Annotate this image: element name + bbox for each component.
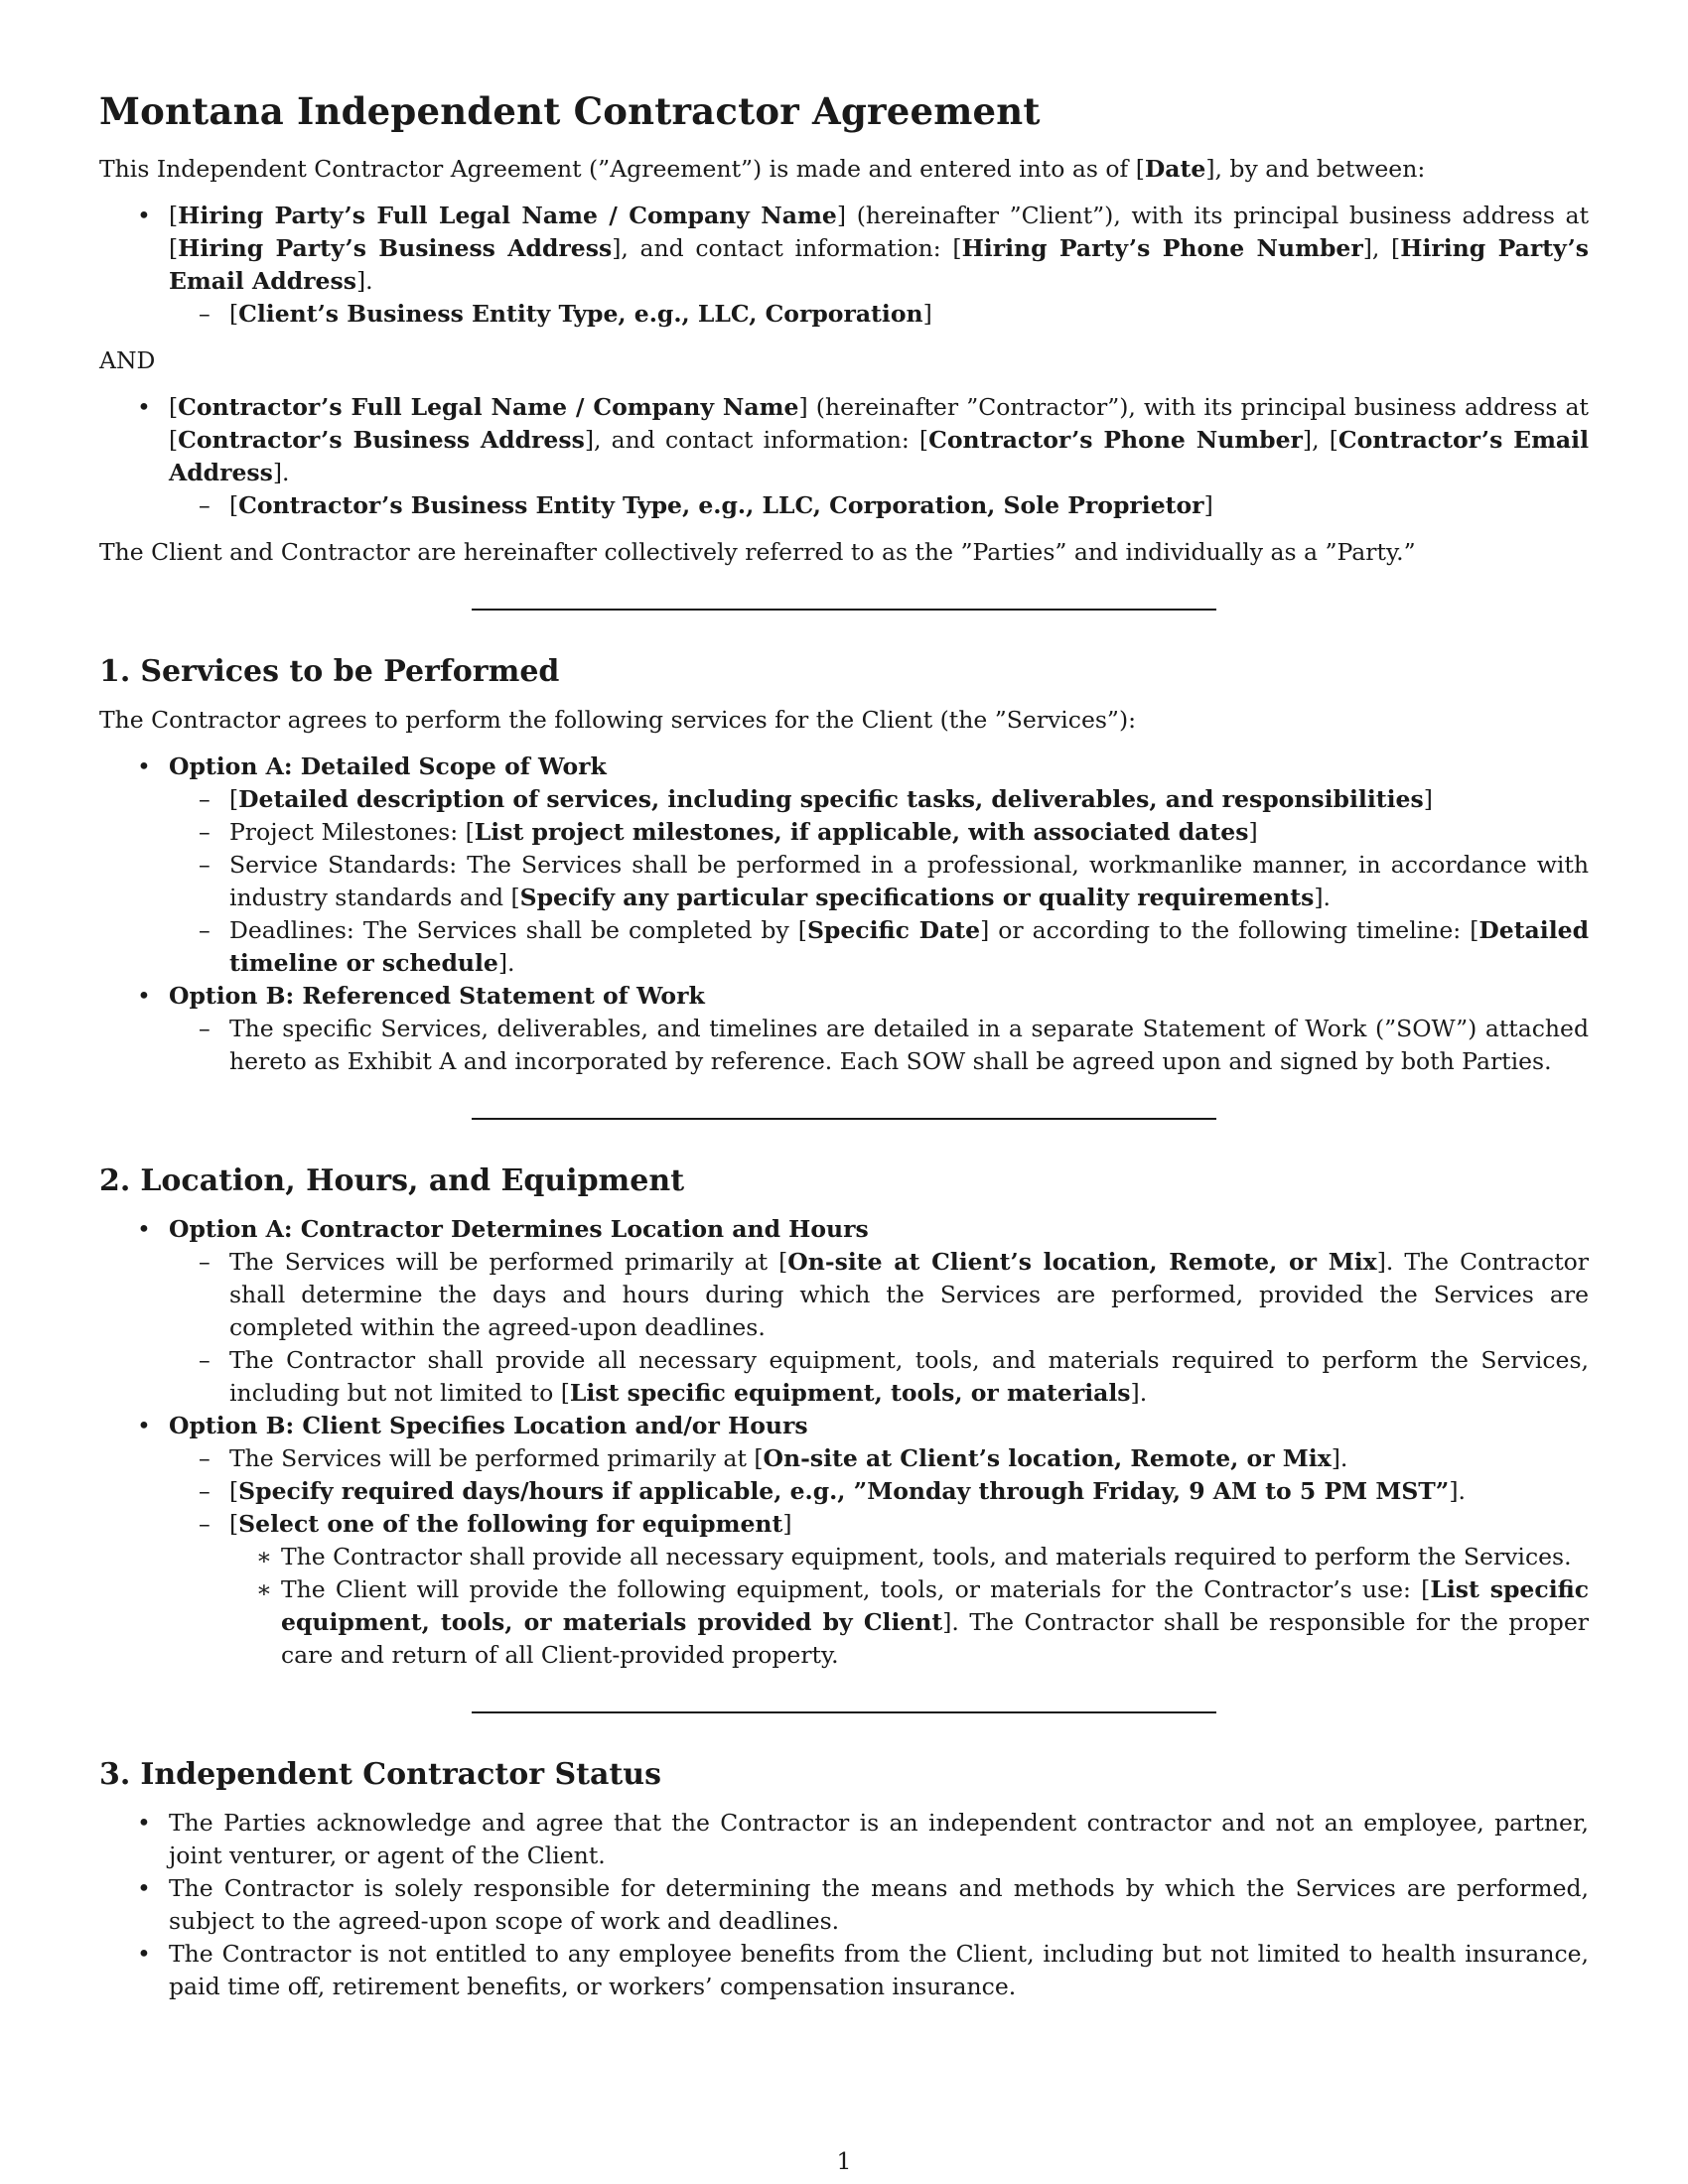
list-item: – The specific Services, deliverables, and timelines are detailed in a separate Statement of Work (”SOW”) attached hereto as Exhibit A and incorporated by reference. Each SOW shall be agreed upon and signed by both Parties. bbox=[169, 1013, 1589, 1078]
contractor-address-placeholder: Contractor’s Business Address bbox=[178, 426, 585, 454]
option-b-sublist bbox=[169, 1442, 1589, 1672]
date-placeholder: Date bbox=[1144, 155, 1206, 183]
section-1-intro: The Contractor agrees to perform the following services for the Client (the ”Services”): bbox=[99, 706, 1137, 734]
document-page bbox=[99, 87, 1589, 2003]
option-a-item: • Option A: Detailed Scope of Work – [Detailed description of services, including specific tasks, deliverables, and responsibilities] – Project Milestones: [List project milestones, if applicable, with associated dates] – Service Standards: The Services shall be performed in a professional, workmanlike manner, in accordance with industry standards and [Specify any particular specifications or quality requirements]. – Deadlines: The Services shall be completed by [Specific Date] or according to the following timeline: [Detailed timeline or schedule]. bbox=[99, 751, 1589, 980]
list-item: ∗ The Client will provide the following equipment, tools, or materials for the Contractor’s use: [List specific equipment, tools, or materials provided by Client]. The Contractor shall be responsible for the proper care and return of all Client-provided property. bbox=[229, 1573, 1589, 1672]
client-sublist bbox=[169, 298, 1589, 331]
list-item: – Deadlines: The Services shall be completed by [Specific Date] or according to the following timeline: [Detailed timeline or schedule]. bbox=[169, 914, 1589, 980]
list-item: – Service Standards: The Services shall be performed in a professional, workmanlike manner, in accordance with industry standards and [Specify any particular specifications or quality requirements]. bbox=[169, 849, 1589, 914]
list-item: • The Parties acknowledge and agree that the Contractor is an independent contractor and not an employee, partner, joint venturer, or agent of the Client. bbox=[99, 1807, 1589, 1872]
section-divider bbox=[472, 1118, 1216, 1120]
client-phone-placeholder: Hiring Party’s Phone Number bbox=[961, 234, 1363, 262]
client-item: • [Hiring Party’s Full Legal Name / Company Name] (hereinafter ”Client”), with its principal business address at [Hiring Party’s Business Address], and contact information: [Hiring Party’s Phone Number], [Hiring Party’s Email Address]. – [Client’s Business Entity Type, e.g., LLC, Corporation] bbox=[99, 200, 1589, 331]
page-number: 1 bbox=[836, 2147, 852, 2175]
intro-paragraph: This Independent Contractor Agreement (”Agreement”) is made and entered into as of [Date], by and between: bbox=[99, 155, 1426, 183]
client-address-placeholder: Hiring Party’s Business Address bbox=[178, 234, 613, 262]
list-item: – [Specify required days/hours if applicable, e.g., ”Monday through Friday, 9 AM to 5 PM MST”]. bbox=[169, 1475, 1589, 1508]
client-email-placeholder: Hiring Party’s Email Address bbox=[169, 234, 1589, 295]
document-title: Montana Independent Contractor Agreement bbox=[99, 89, 1041, 133]
contractor-item: • [Contractor’s Full Legal Name / Company Name] (hereinafter ”Contractor”), with its principal business address at [Contractor’s Business Address], and contact information: [Contractor’s Phone Number], [Contractor’s Email Address]. – [Contractor’s Business Entity Type, e.g., LLC, Corporation, Sole Proprietor] bbox=[99, 391, 1589, 522]
section-2-list bbox=[99, 1213, 1589, 1672]
contractor-list bbox=[99, 391, 1589, 522]
list-item: • The Contractor is solely responsible for determining the means and methods by which the Services are performed, subject to the agreed-upon scope of work and deadlines. bbox=[99, 1872, 1589, 1938]
contractor-entity-item: – [Contractor’s Business Entity Type, e.g., LLC, Corporation, Sole Proprietor] bbox=[169, 489, 1589, 522]
list-item: – The Contractor shall provide all necessary equipment, tools, and materials required to perform the Services, including but not limited to [List specific equipment, tools, or materials]. bbox=[169, 1344, 1589, 1410]
list-item: • The Contractor is not entitled to any employee benefits from the Client, including but not limited to health insurance, paid time off, retirement benefits, or workers’ compensation insurance. bbox=[99, 1938, 1589, 2003]
list-item: ∗ The Contractor shall provide all necessary equipment, tools, and materials required to perform the Services. bbox=[229, 1541, 1589, 1573]
section-1-heading: 1. Services to be Performed bbox=[99, 654, 560, 689]
list-item: – [Detailed description of services, including specific tasks, deliverables, and responsibilities] bbox=[169, 783, 1589, 816]
parties-note: The Client and Contractor are hereinafter collectively referred to as the ”Parties” and individually as a ”Party.” bbox=[99, 538, 1416, 566]
client-name-placeholder: Hiring Party’s Full Legal Name / Company Name bbox=[178, 202, 837, 229]
contractor-email-placeholder: Contractor’s Email Address bbox=[169, 426, 1590, 486]
list-item: – Project Milestones: [List project milestones, if applicable, with associated dates] bbox=[169, 816, 1589, 849]
option-a-sublist bbox=[169, 783, 1589, 980]
client-list bbox=[99, 200, 1589, 331]
section-divider bbox=[472, 609, 1216, 611]
option-b-item: • Option B: Client Specifies Location and/or Hours – The Services will be performed primarily at [On-site at Client’s location, Remote, or Mix]. – [Specify required days/hours if applicable, e.g., ”Monday through Friday, 9 AM to 5 PM MST”]. – [Select one of the following for equipment] ∗ The Contractor shall provide all necessary equipment, tools, and materials required to perform the Services. ∗ The Client will provide the following equipment, tools, or materials for the Contractor’s use: [List specific equipment, tools, or materials provided by Client]. The Contractor shall be responsible for the proper care and return of all Client-provided property. bbox=[99, 1410, 1589, 1672]
section-3-list bbox=[99, 1807, 1589, 2003]
contractor-name-placeholder: Contractor’s Full Legal Name / Company Name bbox=[178, 393, 799, 421]
and-label: AND bbox=[99, 346, 156, 374]
section-1-list bbox=[99, 751, 1589, 1078]
option-b-sublist bbox=[169, 1013, 1589, 1078]
contractor-phone-placeholder: Contractor’s Phone Number bbox=[928, 426, 1303, 454]
equipment-options bbox=[229, 1541, 1589, 1672]
list-item: – The Services will be performed primarily at [On-site at Client’s location, Remote, or Mix]. The Contractor shall determine the days and hours during which the Services are performed, provided the Services are completed within the agreed-upon deadlines. bbox=[169, 1246, 1589, 1344]
option-b-item: • Option B: Referenced Statement of Work – The specific Services, deliverables, and timelines are detailed in a separate Statement of Work (”SOW”) attached hereto as Exhibit A and incorporated by reference. Each SOW shall be agreed upon and signed by both Parties. bbox=[99, 980, 1589, 1078]
client-entity-item: – [Client’s Business Entity Type, e.g., LLC, Corporation] bbox=[169, 298, 1589, 331]
section-divider bbox=[472, 1711, 1216, 1713]
list-item: – [Select one of the following for equipment] ∗ The Contractor shall provide all necessary equipment, tools, and materials required to perform the Services. ∗ The Client will provide the following equipment, tools, or materials for the Contractor’s use: [List specific equipment, tools, or materials provided by Client]. The Contractor shall be responsible for the proper care and return of all Client-provided property. bbox=[169, 1508, 1589, 1672]
option-a-sublist bbox=[169, 1246, 1589, 1410]
option-a-item: • Option A: Contractor Determines Location and Hours – The Services will be performed primarily at [On-site at Client’s location, Remote, or Mix]. The Contractor shall determine the days and hours during which the Services are performed, provided the Services are completed within the agreed-upon deadlines. – The Contractor shall provide all necessary equipment, tools, and materials required to perform the Services, including but not limited to [List specific equipment, tools, or materials]. bbox=[99, 1213, 1589, 1410]
section-3-heading: 3. Independent Contractor Status bbox=[99, 1757, 661, 1792]
list-item: – The Services will be performed primarily at [On-site at Client’s location, Remote, or Mix]. bbox=[169, 1442, 1589, 1475]
section-2-heading: 2. Location, Hours, and Equipment bbox=[99, 1163, 685, 1198]
contractor-sublist bbox=[169, 489, 1589, 522]
